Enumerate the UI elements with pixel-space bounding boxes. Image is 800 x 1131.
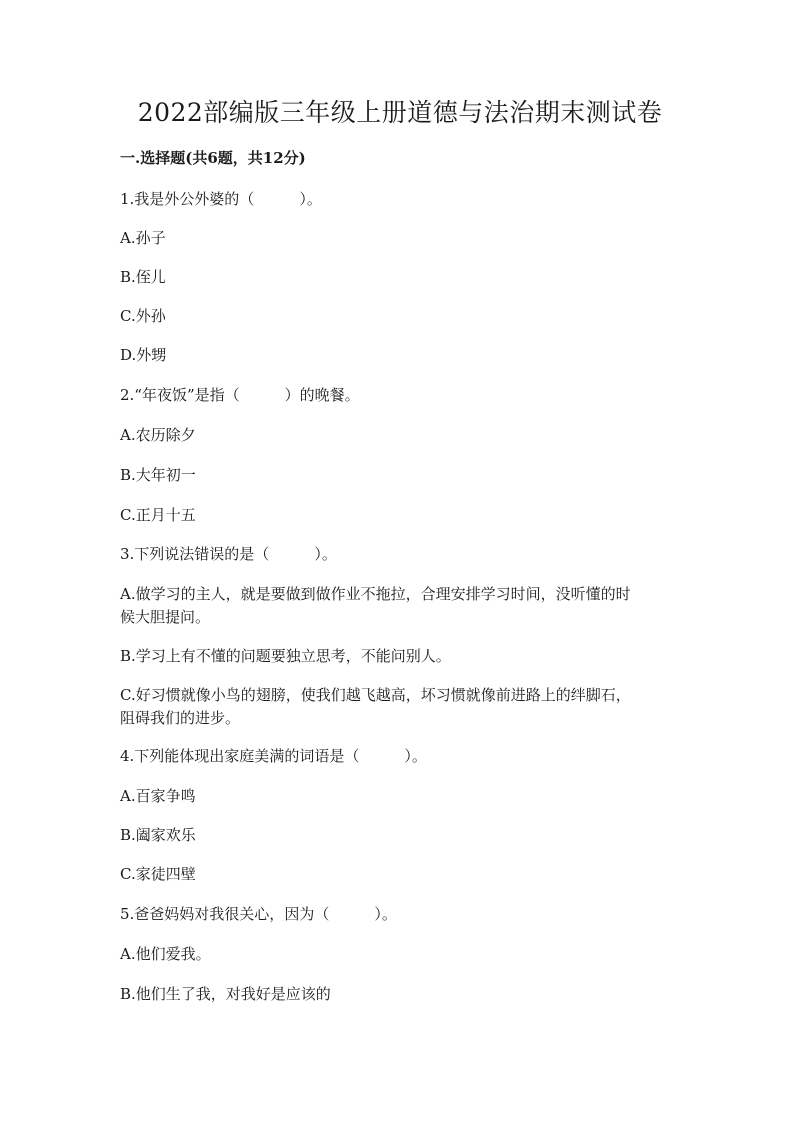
- question-stem-2: 2.“年夜饭”是指（ ）的晚餐。: [120, 386, 360, 404]
- option-1c: C.外孙: [120, 307, 166, 325]
- option-3c-line1: C.好习惯就像小鸟的翅膀，使我们越飞越高，坏习惯就像前进路上的绊脚石，: [120, 686, 631, 704]
- option-2a: A.农历除夕: [120, 426, 196, 444]
- option-3b: B.学习上有不懂的问题要独立思考，不能问别人。: [120, 647, 451, 665]
- option-1d: D.外甥: [120, 346, 167, 364]
- option-1b: B.侄儿: [120, 268, 166, 286]
- option-5a: A.他们爱我。: [120, 945, 211, 963]
- option-2c: C.正月十五: [120, 506, 196, 524]
- option-5b: B.他们生了我，对我好是应该的: [120, 985, 331, 1003]
- question-stem-3: 3.下列说法错误的是（ ）。: [120, 545, 337, 563]
- question-stem-1: 1.我是外公外婆的（ ）。: [120, 190, 322, 208]
- option-3c-line2: 阻碍我们的进步。: [120, 709, 241, 727]
- option-1a: A.孙子: [120, 229, 166, 247]
- section-heading: 一.选择题(共6题，共12分): [120, 149, 306, 167]
- option-2b: B.大年初一: [120, 466, 196, 484]
- option-3a-line2: 候大胆提问。: [120, 608, 211, 626]
- option-4c: C.家徒四壁: [120, 865, 196, 883]
- page-title: 2022部编版三年级上册道德与法治期末测试卷: [137, 98, 663, 127]
- option-4b: B.阖家欢乐: [120, 826, 196, 844]
- question-stem-4: 4.下列能体现出家庭美满的词语是（ ）。: [120, 747, 427, 765]
- option-4a: A.百家争鸣: [120, 787, 196, 805]
- question-stem-5: 5.爸爸妈妈对我很关心，因为（ ）。: [120, 905, 397, 923]
- option-3a-line1: A.做学习的主人，就是要做到做作业不拖拉，合理安排学习时间，没听懂的时: [120, 585, 631, 603]
